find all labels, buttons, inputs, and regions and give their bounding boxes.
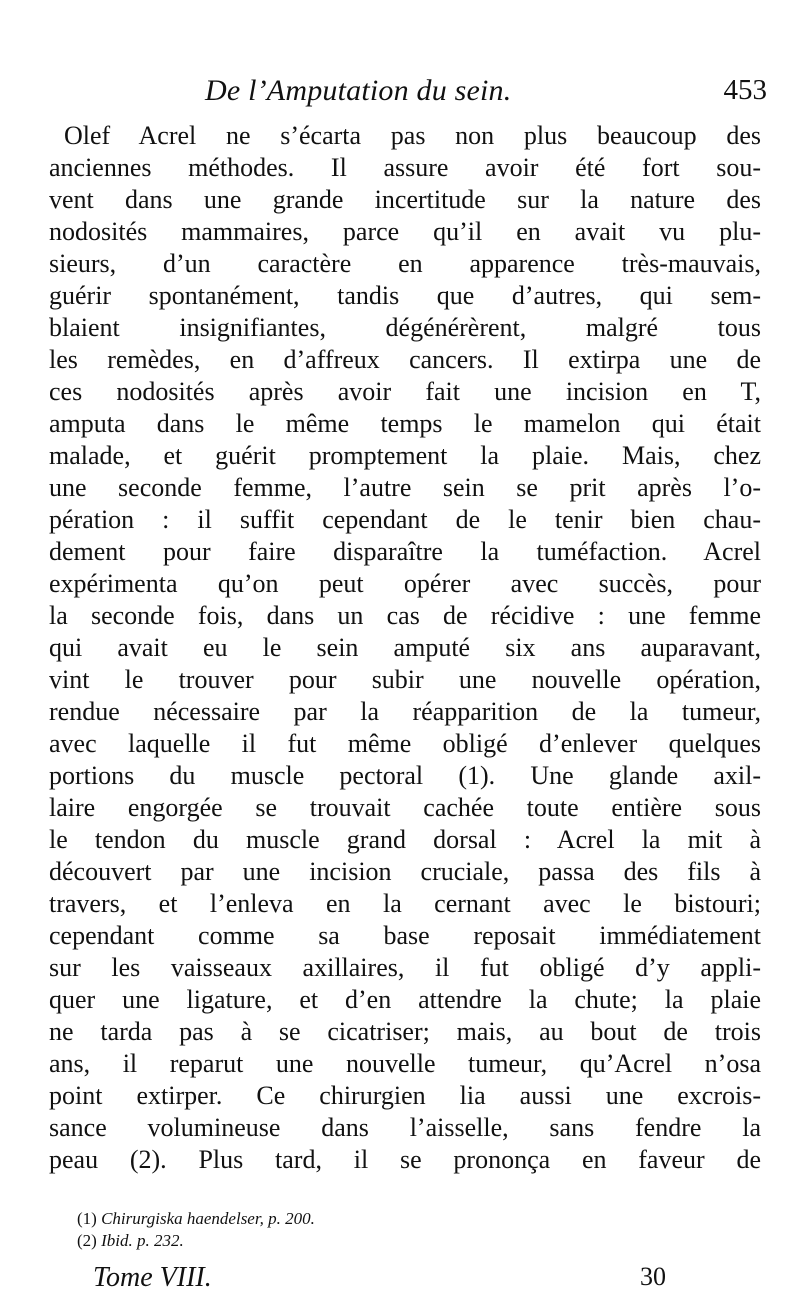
text-line: rendue nécessaire par la réapparition de la tumeur, (49, 697, 761, 726)
text-line: sance volumineuse dans l’aisselle, sans fendre la (49, 1113, 761, 1142)
footnotes (77, 1208, 577, 1252)
footnote (77, 1208, 577, 1230)
page-number: 453 (723, 74, 767, 106)
text-line: sur les vaisseaux axillaires, il fut obligé d’y appli- (49, 953, 761, 982)
text-line: laire engorgée se trouvait cachée toute entière sous (49, 793, 761, 822)
text-line: amputa dans le même temps le mamelon qui était (49, 409, 761, 438)
text-line: travers, et l’enleva en la cernant avec le bistouri; (49, 889, 761, 918)
text-line: Olef Acrel ne s’écarta pas non plus beaucoup des (64, 121, 761, 150)
text-line: avec laquelle il fut même obligé d’enlever quelques (49, 729, 761, 758)
text-line: quer une ligature, et d’en attendre la chute; la plaie (49, 985, 761, 1014)
text-line: expérimenta qu’on peut opérer avec succès, pour (49, 569, 761, 598)
footnote-ref: (1) (77, 1209, 97, 1228)
signature-line (93, 1262, 693, 1296)
footnote-text: Ibid. p. 232. (101, 1231, 184, 1250)
text-line: dement pour faire disparaître la tuméfaction. Acrel (49, 537, 761, 566)
text-line: le tendon du muscle grand dorsal : Acrel la mit à (49, 825, 761, 854)
body-text (49, 120, 761, 1176)
footnote-ref: (2) (77, 1231, 97, 1250)
text-line: cependant comme sa base reposait immédiatement (49, 921, 761, 950)
text-line: vint le trouver pour subir une nouvelle opération, (49, 665, 761, 694)
text-line: vent dans une grande incertitude sur la nature des (49, 185, 761, 214)
text-line: point extirper. Ce chirurgien lia aussi une excrois- (49, 1081, 761, 1110)
text-line: ne tarda pas à se cicatriser; mais, au bout de trois (49, 1017, 761, 1046)
text-line: découvert par une incision cruciale, passa des fils à (49, 857, 761, 886)
text-line: la seconde fois, dans un cas de récidive : une femme (49, 601, 761, 630)
text-line: peau (2). Plus tard, il se prononça en faveur de (49, 1145, 761, 1174)
footnote-text: Chirurgiska haendelser, p. 200. (101, 1209, 315, 1228)
text-line: nodosités mammaires, parce qu’il en avait vu plu- (49, 217, 761, 246)
running-head (205, 74, 775, 114)
text-line: sieurs, d’un caractère en apparence très-mauvais, (49, 249, 761, 278)
text-line: pération : il suffit cependant de le tenir bien chau- (49, 505, 761, 534)
running-title: De l’Amputation du sein. (205, 74, 512, 107)
text-line: malade, et guérit promptement la plaie. Mais, chez (49, 441, 761, 470)
text-line: guérir spontanément, tandis que d’autres, qui sem- (49, 281, 761, 310)
footnote (77, 1230, 577, 1252)
text-line: portions du muscle pectoral (1). Une glande axil- (49, 761, 761, 790)
text-line: ans, il reparut une nouvelle tumeur, qu’Acrel n’osa (49, 1049, 761, 1078)
text-line: qui avait eu le sein amputé six ans auparavant, (49, 633, 761, 662)
text-line: anciennes méthodes. Il assure avoir été fort sou- (49, 153, 761, 182)
text-line: blaient insignifiantes, dégénérèrent, malgré tous (49, 313, 761, 342)
text-line: une seconde femme, l’autre sein se prit après l’o- (49, 473, 761, 502)
text-line: les remèdes, en d’affreux cancers. Il extirpa une de (49, 345, 761, 374)
signature-number: 30 (640, 1262, 666, 1291)
text-line: ces nodosités après avoir fait une incision en T, (49, 377, 761, 406)
volume-label: Tome VIII. (93, 1262, 212, 1293)
